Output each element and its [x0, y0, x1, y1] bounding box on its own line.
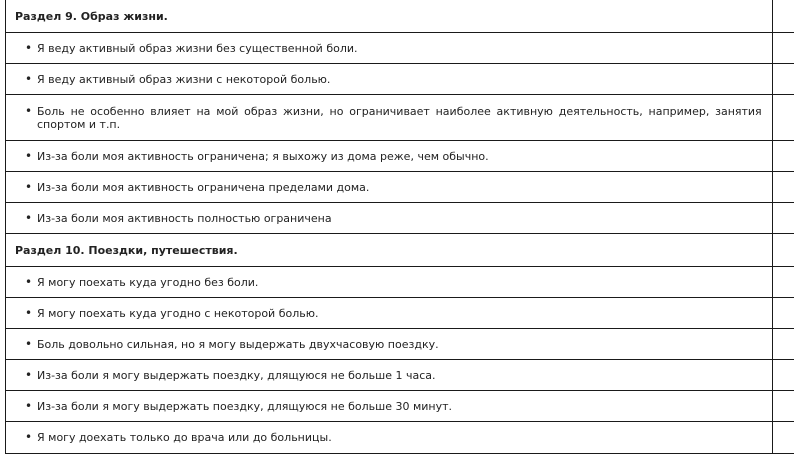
- option-row: [6, 203, 794, 234]
- option-text: Из-за боли моя активность ограничена пределами дома.: [37, 180, 370, 194]
- option-row: [6, 172, 794, 203]
- option-text: Из-за боли я могу выдержать поездку, длящуюся не больше 30 минут.: [37, 399, 453, 413]
- answer-checkbox-cell[interactable]: [772, 95, 794, 141]
- bullet-icon: •: [25, 71, 33, 86]
- bullet-icon: •: [25, 430, 33, 444]
- option-text: Я веду активный образ жизни без существенной боли.: [37, 41, 358, 55]
- answer-checkbox-cell[interactable]: [772, 0, 794, 33]
- section-title-cell: [6, 234, 773, 267]
- option-row: [6, 95, 794, 141]
- answer-checkbox-cell[interactable]: [772, 234, 794, 267]
- option-cell: [6, 141, 773, 172]
- answer-checkbox-cell[interactable]: [772, 141, 794, 172]
- bullet-icon: •: [25, 305, 33, 320]
- section-title-cell: [6, 0, 773, 33]
- answer-checkbox-cell[interactable]: [772, 298, 794, 329]
- option-cell: [6, 329, 773, 360]
- option-row: [6, 360, 794, 391]
- bullet-icon: •: [25, 210, 33, 225]
- answer-checkbox-cell[interactable]: [772, 422, 794, 454]
- answer-checkbox-cell[interactable]: [772, 391, 794, 422]
- option-row: [6, 298, 794, 329]
- bullet-icon: •: [25, 179, 33, 194]
- option-text: Я могу доехать только до врача или до больницы.: [37, 431, 332, 444]
- option-cell: [6, 422, 773, 454]
- questionnaire-table: [5, 0, 794, 454]
- option-row: [6, 33, 794, 64]
- answer-checkbox-cell[interactable]: [772, 329, 794, 360]
- option-text: Я могу поехать куда угодно без боли.: [37, 275, 259, 289]
- option-text: Из-за боли моя активность ограничена; я выхожу из дома реже, чем обычно.: [37, 149, 489, 163]
- option-row: [6, 141, 794, 172]
- option-cell: [6, 64, 773, 95]
- section-header-row: [6, 0, 794, 33]
- option-cell: [6, 95, 773, 141]
- bullet-icon: •: [25, 103, 33, 118]
- bullet-icon: •: [25, 398, 33, 413]
- answer-checkbox-cell[interactable]: [772, 64, 794, 95]
- answer-checkbox-cell[interactable]: [772, 360, 794, 391]
- option-cell: [6, 203, 773, 234]
- option-cell: [6, 391, 773, 422]
- answer-checkbox-cell[interactable]: [772, 33, 794, 64]
- bullet-icon: •: [25, 148, 33, 163]
- option-text: Я могу поехать куда угодно с некоторой болью.: [37, 306, 319, 320]
- section-title: Раздел 9. Образ жизни.: [15, 9, 168, 23]
- option-text: Боль не особенно влияет на мой образ жизни, но ограничивает наиболее активную деятельность, например, занятия спортом и т.п.: [37, 104, 762, 131]
- option-text: Я веду активный образ жизни с некоторой болью.: [37, 72, 331, 86]
- option-text: Из-за боли я могу выдержать поездку, длящуюся не больше 1 часа.: [37, 368, 436, 382]
- bullet-icon: •: [25, 40, 33, 55]
- section-title: Раздел 10. Поездки, путешествия.: [15, 243, 238, 257]
- option-row: [6, 329, 794, 360]
- option-cell: [6, 360, 773, 391]
- option-row: [6, 391, 794, 422]
- answer-checkbox-cell[interactable]: [772, 267, 794, 298]
- option-cell: [6, 298, 773, 329]
- option-text: Боль довольно сильная, но я могу выдержать двухчасовую поездку.: [37, 337, 439, 351]
- answer-checkbox-cell[interactable]: [772, 203, 794, 234]
- bullet-icon: •: [25, 367, 33, 382]
- section-header-row: [6, 234, 794, 267]
- option-row: [6, 64, 794, 95]
- bullet-icon: •: [25, 336, 33, 351]
- option-text: Из-за боли моя активность полностью ограничена: [37, 211, 332, 225]
- answer-checkbox-cell[interactable]: [772, 172, 794, 203]
- option-row: [6, 422, 794, 454]
- option-row: [6, 267, 794, 298]
- option-cell: [6, 267, 773, 298]
- option-cell: [6, 172, 773, 203]
- option-cell: [6, 33, 773, 64]
- bullet-icon: •: [25, 274, 33, 289]
